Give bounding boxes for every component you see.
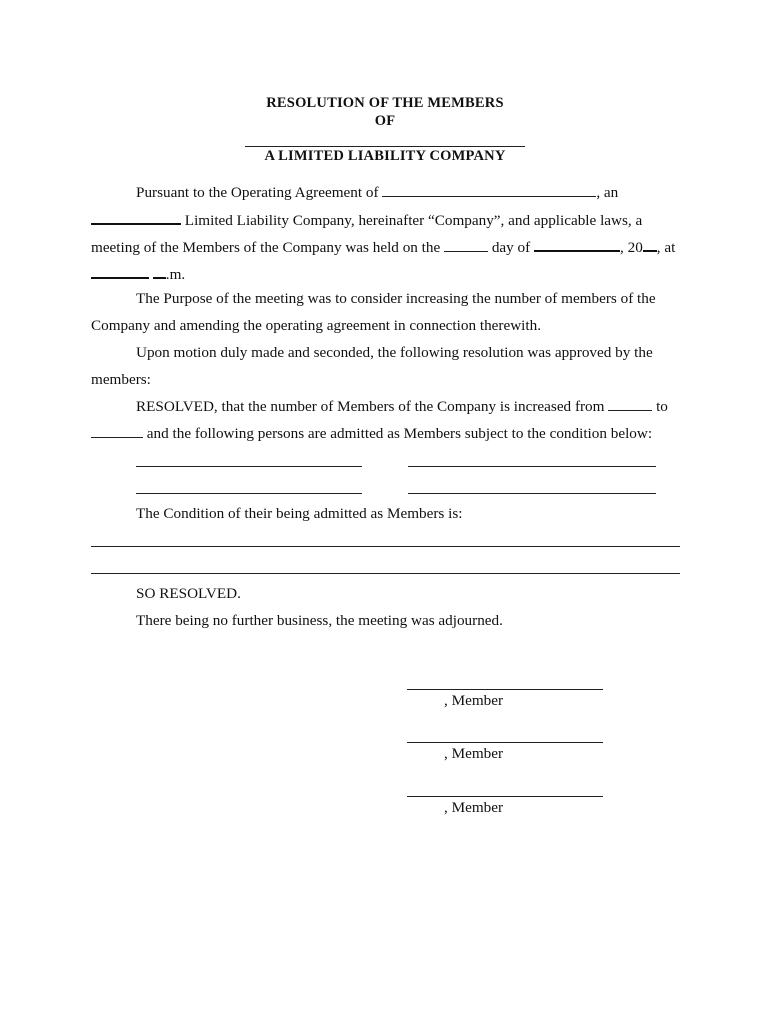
paragraph-1-line-2 <box>91 210 642 230</box>
signature-line-1[interactable] <box>407 689 603 690</box>
paragraph-2-line-1: The Purpose of the meeting was to consider increasing the number of members of the <box>136 290 656 307</box>
text-twenty: , 20 <box>620 239 643 256</box>
title-line-1: RESOLUTION OF THE MEMBERS <box>266 95 504 111</box>
text-day-of: day of <box>491 239 531 256</box>
condition-line-1[interactable] <box>91 546 680 547</box>
text-meeting-held: meeting of the Members of the Company was held on the <box>91 239 441 256</box>
paragraph-4-line-1 <box>136 397 668 416</box>
paragraph-1-line-3 <box>91 237 675 257</box>
paragraph-1-line-1 <box>136 183 618 202</box>
new-member-1-blank[interactable] <box>136 466 362 467</box>
paragraph-1-line-4 <box>91 264 185 284</box>
text-llc-hereinafter: Limited Liability Company, hereinafter “Company”, and applicable laws, a <box>184 212 643 229</box>
condition-line-2[interactable] <box>91 573 680 574</box>
meeting-am-pm-blank[interactable] <box>153 264 166 279</box>
meeting-day-blank[interactable] <box>444 238 488 252</box>
company-name-blank[interactable] <box>245 146 525 147</box>
new-member-2-blank[interactable] <box>408 466 656 467</box>
paragraph-3-line-1: Upon motion duly made and seconded, the following resolution was approved by the <box>136 344 653 361</box>
new-member-4-blank[interactable] <box>408 493 656 494</box>
adjourned-text: There being no further business, the meeting was adjourned. <box>136 612 503 629</box>
text-resolved-increase: RESOLVED, that the number of Members of the Company is increased from <box>136 398 605 415</box>
signature-line-2[interactable] <box>407 742 603 743</box>
title-line-3: A LIMITED LIABILITY COMPANY <box>264 148 506 164</box>
meeting-year-blank[interactable] <box>643 237 657 252</box>
paragraph-2-line-2: Company and amending the operating agreement in connection therewith. <box>91 317 541 334</box>
text-an: , an <box>596 184 619 201</box>
members-from-blank[interactable] <box>608 397 652 411</box>
signature-label-2: , Member <box>444 745 504 762</box>
signature-label-3: , Member <box>444 799 504 816</box>
text-operating-agreement: Pursuant to the Operating Agreement of <box>136 184 379 201</box>
so-resolved-text: SO RESOLVED. <box>136 585 241 602</box>
meeting-time-blank[interactable] <box>91 264 149 279</box>
signature-label-1: , Member <box>444 692 504 709</box>
new-member-3-blank[interactable] <box>136 493 362 494</box>
operating-agreement-company-blank[interactable] <box>382 183 596 197</box>
signature-line-3[interactable] <box>407 796 603 797</box>
meeting-month-blank[interactable] <box>534 237 620 252</box>
text-at: , at <box>656 239 676 256</box>
state-blank[interactable] <box>91 210 181 225</box>
text-m: .m. <box>165 266 186 283</box>
title-line-2: OF <box>374 113 396 129</box>
condition-heading: The Condition of their being admitted as Members is: <box>136 505 463 522</box>
text-to: to <box>656 398 668 415</box>
members-to-blank[interactable] <box>91 424 143 438</box>
paragraph-4-line-2 <box>91 424 652 443</box>
paragraph-3-line-2: members: <box>91 371 151 388</box>
text-following-persons: and the following persons are admitted as Members subject to the condition below: <box>146 425 653 442</box>
